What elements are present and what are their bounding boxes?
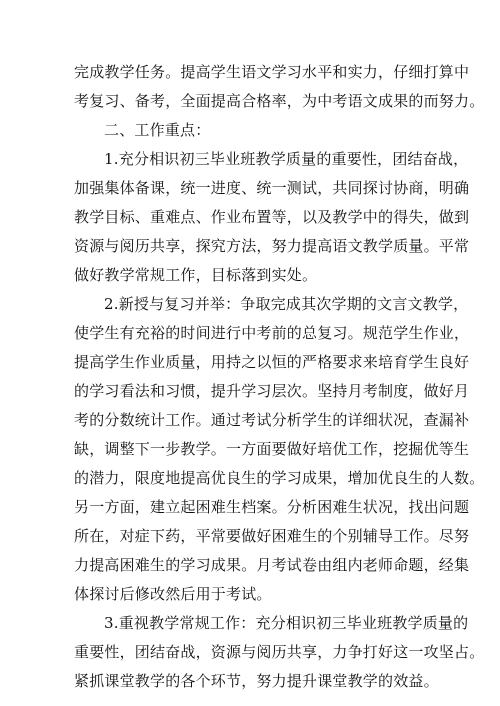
text-line: 3.重视教学常规工作：充分相识初三毕业班教学质量的 xyxy=(104,614,469,632)
text-line: 体探讨后修改然后用于考试。 xyxy=(74,585,272,603)
text-line: 所在，对症下药，平常要做好困难生的个别辅导工作。尽努 xyxy=(74,527,470,545)
text-line: 的学习看法和习惯，提升学习层次。坚持月考制度，做好月 xyxy=(74,382,470,400)
text-line: 考复习、备考，全面提高合格率，为中考语文成果的而努力。 xyxy=(74,92,485,110)
text-line: 另一方面，建立起困难生档案。分析困难生状况，找出问题 xyxy=(74,498,470,516)
text-line: 提高学生作业质量，用持之以恒的严格要求来培育学生良好 xyxy=(74,353,470,371)
text-line: 资源与阅历共享，探究方法，努力提高语文教学质量。平常 xyxy=(74,237,470,255)
text-line: 教学目标、重难点、作业布置等，以及教学中的得失，做到 xyxy=(74,208,470,226)
text-line: 力提高困难生的学习成果。月考试卷由组内老师命题，经集 xyxy=(74,556,470,574)
text-line: 紧抓课堂教学的各个环节，努力提升课堂教学的效益。 xyxy=(74,672,439,690)
text-line: 2.新授与复习并举：争取完成其次学期的文言文教学， xyxy=(104,295,469,313)
text-line: 重要性，团结奋战，资源与阅历共享，力争打好这一攻坚占。 xyxy=(74,643,485,661)
text-line: 考的分数统计工作。通过考试分析学生的详细状况，查漏补 xyxy=(74,411,470,429)
text-line: 1.充分相识初三毕业班教学质量的重要性，团结奋战， xyxy=(104,150,469,168)
text-line: 的潜力，限度地提高优良生的学习成果，增加优良生的人数。 xyxy=(74,469,485,487)
section-heading: 二、工作重点： xyxy=(104,121,211,139)
text-line: 加强集体备课，统一进度、统一测试，共同探讨协商，明确 xyxy=(74,179,470,197)
text-line: 完成教学任务。提高学生语文学习水平和实力，仔细打算中 xyxy=(74,63,470,81)
text-line: 使学生有充裕的时间进行中考前的总复习。规范学生作业， xyxy=(74,324,470,342)
text-line: 缺，调整下一步教学。一方面要做好培优工作，挖掘优等生 xyxy=(74,440,470,458)
text-line: 做好教学常规工作，目标落到实处。 xyxy=(74,266,318,284)
